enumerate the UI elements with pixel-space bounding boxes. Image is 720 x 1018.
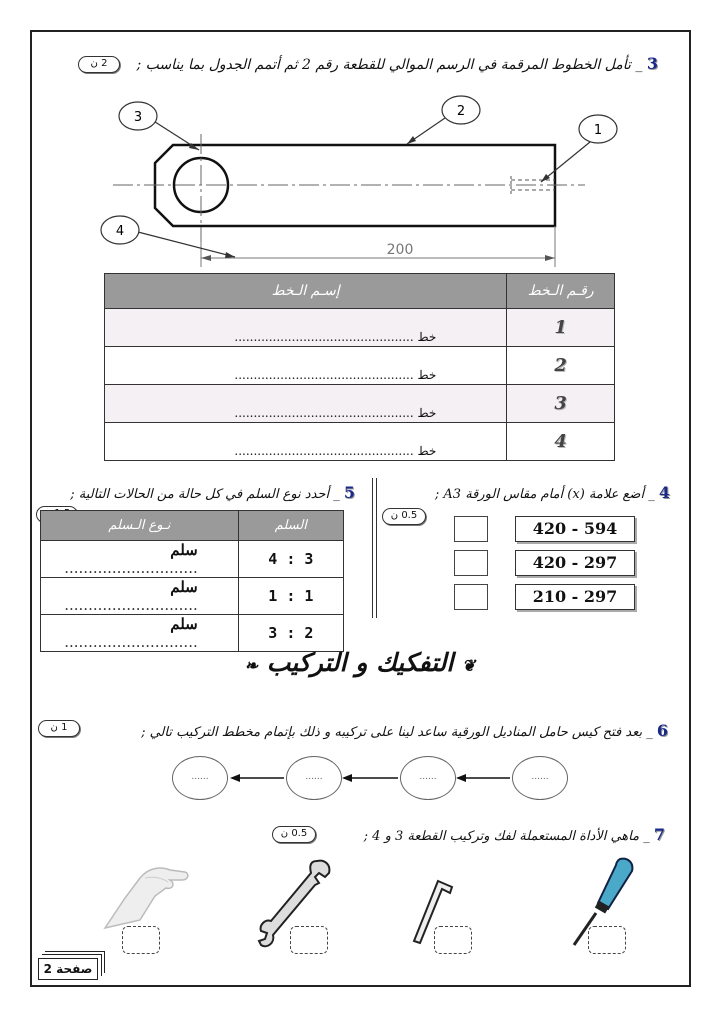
section-title: ❦ التفكيك و التركيب ❧ [244, 648, 476, 677]
q3-title [137, 54, 658, 73]
scale-type-field[interactable]: سلم ............................ [41, 541, 239, 578]
tool-checkbox-hand[interactable] [122, 926, 160, 954]
q7-title: 7 _ ماهي الأداة المستعملة لفك وتركيب القطعة 3 و 4 ; [363, 825, 665, 844]
paper-size-option-1: 420 - 594 [515, 516, 635, 542]
scale-type-field[interactable]: سلم ............................ [41, 578, 239, 615]
q3-number: 3 [646, 54, 658, 73]
q6-title: 6 _ بعد فتح كيس حامل المناديل الورقية ساعد لينا على تركيبه و ذلك بإتمام مخطط التركيب تالي ; [141, 721, 668, 740]
assembly-step-4[interactable]: ...... [172, 756, 228, 800]
option-checkbox-2[interactable] [454, 550, 488, 576]
option-checkbox-3[interactable] [454, 584, 488, 610]
paper-size-option-2: 420 - 297 [515, 550, 635, 576]
q4-points: 0.5 ن [382, 508, 426, 525]
svg-text:4: 4 [115, 224, 125, 239]
line-name-field[interactable]: خط ............................................... [105, 423, 507, 461]
ornament-right-icon: ❦ [462, 656, 476, 675]
col-line-name: إسـم الـخط [105, 274, 507, 309]
table-row: خط ............................................... 4 [105, 423, 615, 461]
q6-points: 1 ن [38, 720, 80, 737]
dimension-arrow-right [545, 255, 555, 261]
page-number-label: صفحة 2 [38, 958, 98, 980]
assembly-step-2[interactable]: ...... [400, 756, 456, 800]
ornament-left-icon: ❧ [244, 656, 258, 675]
line-name-field[interactable]: خط ............................................... [105, 347, 507, 385]
line-name-field[interactable]: خط ............................................... [105, 385, 507, 423]
svg-text:2: 2 [456, 104, 466, 119]
leader-1 [541, 142, 590, 182]
section-divider [372, 478, 377, 618]
col-line-number: رقـم الـخط [507, 274, 615, 309]
table-row: سلم ............................ 4 : 3 [41, 541, 344, 578]
q5-title: 5 _ أحدد نوع السلم في كل حالة من الحالات التالية ; [70, 483, 355, 502]
scale-type-field[interactable]: سلم ............................ [41, 615, 239, 652]
assembly-step-3[interactable]: ...... [286, 756, 342, 800]
q3-points: 2 ن [78, 56, 120, 73]
col-scale-type: نـوع الـسلم [41, 511, 239, 541]
assembly-step-1[interactable]: ...... [512, 756, 568, 800]
svg-text:1: 1 [593, 123, 603, 138]
table-row: خط ............................................... 2 [105, 347, 615, 385]
dimension-arrow-left [201, 255, 211, 261]
paper-size-option-3: 210 - 297 [515, 584, 635, 610]
q7-points: 0.5 ن [272, 826, 316, 843]
scale-table [40, 510, 344, 652]
line-name-field[interactable]: خط ............................................... [105, 309, 507, 347]
tool-checkbox-wrench[interactable] [290, 926, 328, 954]
table-row: سلم ............................ 1 : 1 [41, 578, 344, 615]
lines-table [104, 273, 615, 461]
table-row: خط ............................................... 1 [105, 309, 615, 347]
table-row: خط ............................................... 3 [105, 385, 615, 423]
dimension-value: 200 [386, 242, 414, 258]
table-row: سلم ............................ 3 : 2 [41, 615, 344, 652]
q3-text: _ تأمل الخطوط المرقمة في الرسم الموالي للقطعة رقم 2 ثم أتمم الجدول بما يناسب ; [136, 57, 643, 73]
leader-4 [138, 232, 235, 257]
tool-checkbox-allen-key[interactable] [434, 926, 472, 954]
tool-checkbox-screwdriver[interactable] [588, 926, 626, 954]
q4-title: 4 _ أضع علامة (x) أمام مقاس الورقة A3 ; [434, 483, 670, 502]
technical-drawing [95, 92, 635, 267]
svg-text:3: 3 [133, 110, 143, 125]
option-checkbox-1[interactable] [454, 516, 488, 542]
col-scale: السلم [238, 511, 343, 541]
